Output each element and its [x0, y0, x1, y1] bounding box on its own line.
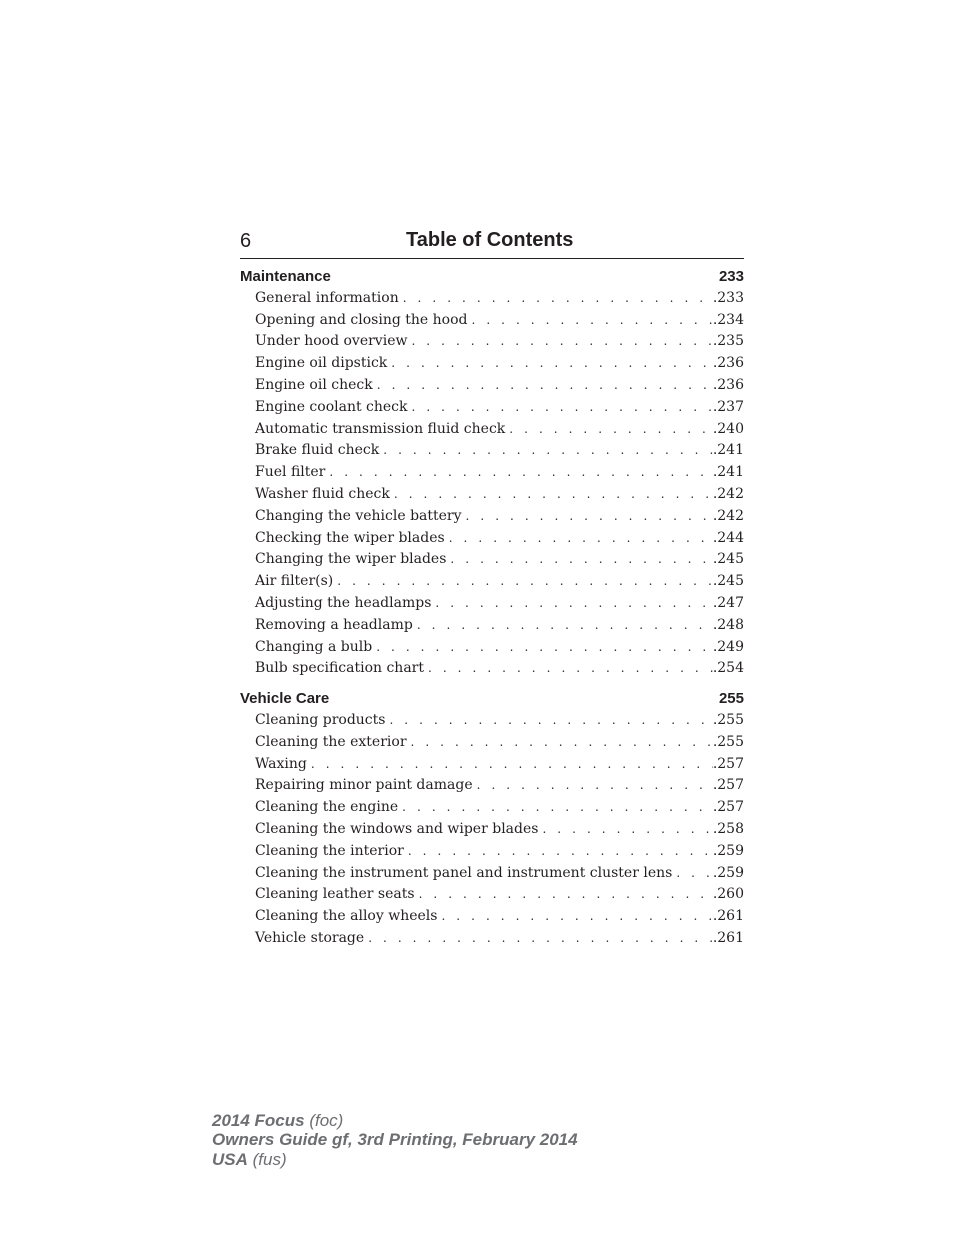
toc-entry-label: Vehicle storage — [255, 929, 365, 946]
dot-leader — [373, 375, 713, 397]
dot-leader — [445, 528, 713, 550]
dot-leader — [538, 819, 712, 841]
toc-entry-label: Cleaning the engine — [255, 799, 399, 816]
toc-entry-label: Repairing minor paint damage — [255, 777, 473, 794]
toc-entry-label: Changing the vehicle battery — [255, 507, 462, 524]
page-header — [240, 228, 744, 259]
toc-entry-page: .257 — [712, 799, 744, 816]
toc-entry-page: .236 — [712, 376, 744, 393]
toc-entry-label: Cleaning leather seats — [255, 886, 415, 903]
dot-leader — [372, 637, 713, 659]
toc-entry[interactable] — [240, 310, 744, 332]
section-page: 255 — [718, 690, 744, 708]
section-page: 233 — [718, 268, 744, 285]
toc-entry-label: Engine coolant check — [255, 398, 408, 415]
toc-entry-label: Removing a headlamp — [255, 616, 413, 633]
dot-leader — [333, 571, 713, 593]
dot-leader — [407, 732, 713, 754]
toc-entry-page: .260 — [712, 886, 744, 903]
toc-entry-label: Brake fluid check — [255, 442, 380, 459]
toc-entry-label: Adjusting the headlamps — [255, 594, 432, 611]
toc-entry-page: .240 — [712, 420, 744, 437]
toc-entry-label: Changing the wiper blades — [255, 551, 447, 568]
section-title: Maintenance — [240, 268, 331, 285]
toc-entry[interactable] — [240, 506, 744, 528]
toc-entry[interactable] — [240, 658, 744, 680]
footer-line-model — [212, 1111, 578, 1130]
toc-entry-label: Cleaning the exterior — [255, 733, 407, 750]
toc-entry-page: .258 — [712, 820, 744, 837]
toc-entry-page: .261 — [712, 929, 744, 946]
toc-entry[interactable] — [240, 615, 744, 637]
toc-entry[interactable] — [240, 462, 744, 484]
toc-entry-page: .241 — [712, 442, 744, 459]
toc-entry-page: .259 — [712, 864, 744, 881]
toc-entry-label: Engine oil dipstick — [255, 355, 388, 372]
dot-leader — [462, 506, 713, 528]
toc-entry[interactable] — [240, 710, 744, 732]
toc-entry-label: Engine oil check — [255, 376, 373, 393]
toc-entry[interactable] — [240, 331, 744, 353]
toc-entry[interactable] — [240, 397, 744, 419]
toc-entry-page: .247 — [712, 594, 744, 611]
dot-leader — [505, 419, 713, 441]
toc-entry-label: Cleaning products — [255, 711, 386, 728]
toc-entry-label: General information — [255, 289, 399, 306]
document-footer — [212, 1111, 578, 1169]
toc-entry-page: .257 — [712, 777, 744, 794]
toc-entry[interactable] — [240, 375, 744, 397]
toc-entry[interactable] — [240, 775, 744, 797]
footer-model: 2014 Focus — [212, 1111, 305, 1130]
section-title: Vehicle Care — [240, 690, 330, 708]
dot-leader — [413, 615, 713, 637]
footer-line-region — [212, 1150, 578, 1169]
toc-entry[interactable] — [240, 440, 744, 462]
toc-entry-page: .245 — [712, 551, 744, 568]
toc-entry[interactable] — [240, 841, 744, 863]
toc-entry-label: Cleaning the interior — [255, 842, 404, 859]
toc-entry[interactable] — [240, 288, 744, 310]
dot-leader — [446, 549, 712, 571]
dot-leader — [424, 658, 713, 680]
toc-entry-page: .245 — [712, 573, 744, 590]
toc-entry[interactable] — [240, 819, 744, 841]
toc-entry[interactable] — [240, 484, 744, 506]
dot-leader — [408, 397, 713, 419]
toc-entry[interactable] — [240, 863, 744, 885]
toc-entry[interactable] — [240, 884, 744, 906]
section-heading-vehicle-care[interactable] — [240, 688, 744, 710]
toc-entry-page: .235 — [712, 333, 744, 350]
toc-entry-page: .261 — [712, 908, 744, 925]
toc-entry-page: .249 — [712, 638, 744, 655]
dot-leader — [379, 440, 713, 462]
dot-leader — [404, 841, 713, 863]
toc-entry-page: .255 — [712, 733, 744, 750]
toc-entry-page: .255 — [712, 711, 744, 728]
toc-entry-page: .248 — [712, 616, 744, 633]
dot-leader — [325, 462, 712, 484]
page-number: 6 — [240, 230, 252, 252]
toc-entry-page: .242 — [712, 507, 744, 524]
footer-line-guide — [212, 1130, 578, 1149]
footer-model-code: (foc) — [309, 1111, 344, 1130]
toc-entry[interactable] — [240, 906, 744, 928]
toc-entry-label: Washer fluid check — [255, 485, 390, 502]
toc-entry-label: Checking the wiper blades — [255, 529, 445, 546]
toc-entry-label: Cleaning the windows and wiper blades — [255, 820, 539, 837]
toc-entry-label: Automatic transmission fluid check — [255, 420, 506, 437]
dot-leader — [399, 288, 713, 310]
section-spacer — [240, 680, 744, 688]
toc-entry[interactable] — [240, 928, 744, 950]
dot-leader — [473, 775, 713, 797]
dot-leader — [398, 797, 713, 819]
dot-leader — [364, 928, 713, 950]
footer-guide: Owners Guide gf, 3rd Printing, February 2014 — [212, 1130, 578, 1150]
dot-leader — [415, 884, 713, 906]
toc-entry[interactable] — [240, 593, 744, 615]
section-heading-maintenance[interactable] — [240, 266, 744, 288]
toc-entry-page: .259 — [712, 842, 744, 859]
toc-entry-page: .241 — [712, 464, 744, 481]
toc-entry[interactable] — [240, 754, 744, 776]
dot-leader — [307, 754, 713, 776]
dot-leader — [437, 906, 712, 928]
toc-entry-page: .242 — [712, 485, 744, 502]
toc-entry-label: Cleaning the alloy wheels — [255, 908, 438, 925]
table-of-contents — [240, 266, 744, 950]
toc-entry[interactable] — [240, 732, 744, 754]
toc-entry-page: .237 — [712, 398, 744, 415]
toc-entry-page: .234 — [712, 311, 744, 328]
toc-entry[interactable] — [240, 419, 744, 441]
dot-leader — [431, 593, 712, 615]
toc-entry[interactable] — [240, 353, 744, 375]
toc-entry[interactable] — [240, 549, 744, 571]
toc-entry-label: Cleaning the instrument panel and instrument cluster lens — [255, 864, 673, 881]
toc-entry-label: Bulb specification chart — [255, 660, 424, 677]
footer-region-code: (fus) — [252, 1149, 287, 1169]
toc-entry-label: Fuel filter — [255, 464, 326, 481]
toc-entry[interactable] — [240, 571, 744, 593]
toc-entry-label: Opening and closing the hood — [255, 311, 468, 328]
toc-entry-label: Waxing — [255, 755, 307, 772]
toc-entry-page: .244 — [712, 529, 744, 546]
toc-entry-page: .254 — [712, 660, 744, 677]
toc-entry[interactable] — [240, 637, 744, 659]
toc-entry-page: .236 — [712, 355, 744, 372]
toc-entry-label: Changing a bulb — [255, 638, 373, 655]
toc-entry[interactable] — [240, 797, 744, 819]
toc-entry-page: .233 — [712, 289, 744, 306]
page-title: Table of Contents — [406, 229, 574, 251]
toc-entry-label: Under hood overview — [255, 333, 408, 350]
toc-entry[interactable] — [240, 528, 744, 550]
dot-leader — [407, 331, 712, 353]
dot-leader — [390, 484, 713, 506]
dot-leader — [385, 710, 712, 732]
footer-region: USA — [212, 1149, 248, 1169]
dot-leader — [387, 353, 713, 375]
dot-leader — [467, 310, 712, 332]
dot-leader — [672, 863, 713, 885]
toc-entry-label: Air filter(s) — [255, 573, 334, 590]
toc-entry-page: .257 — [712, 755, 744, 772]
